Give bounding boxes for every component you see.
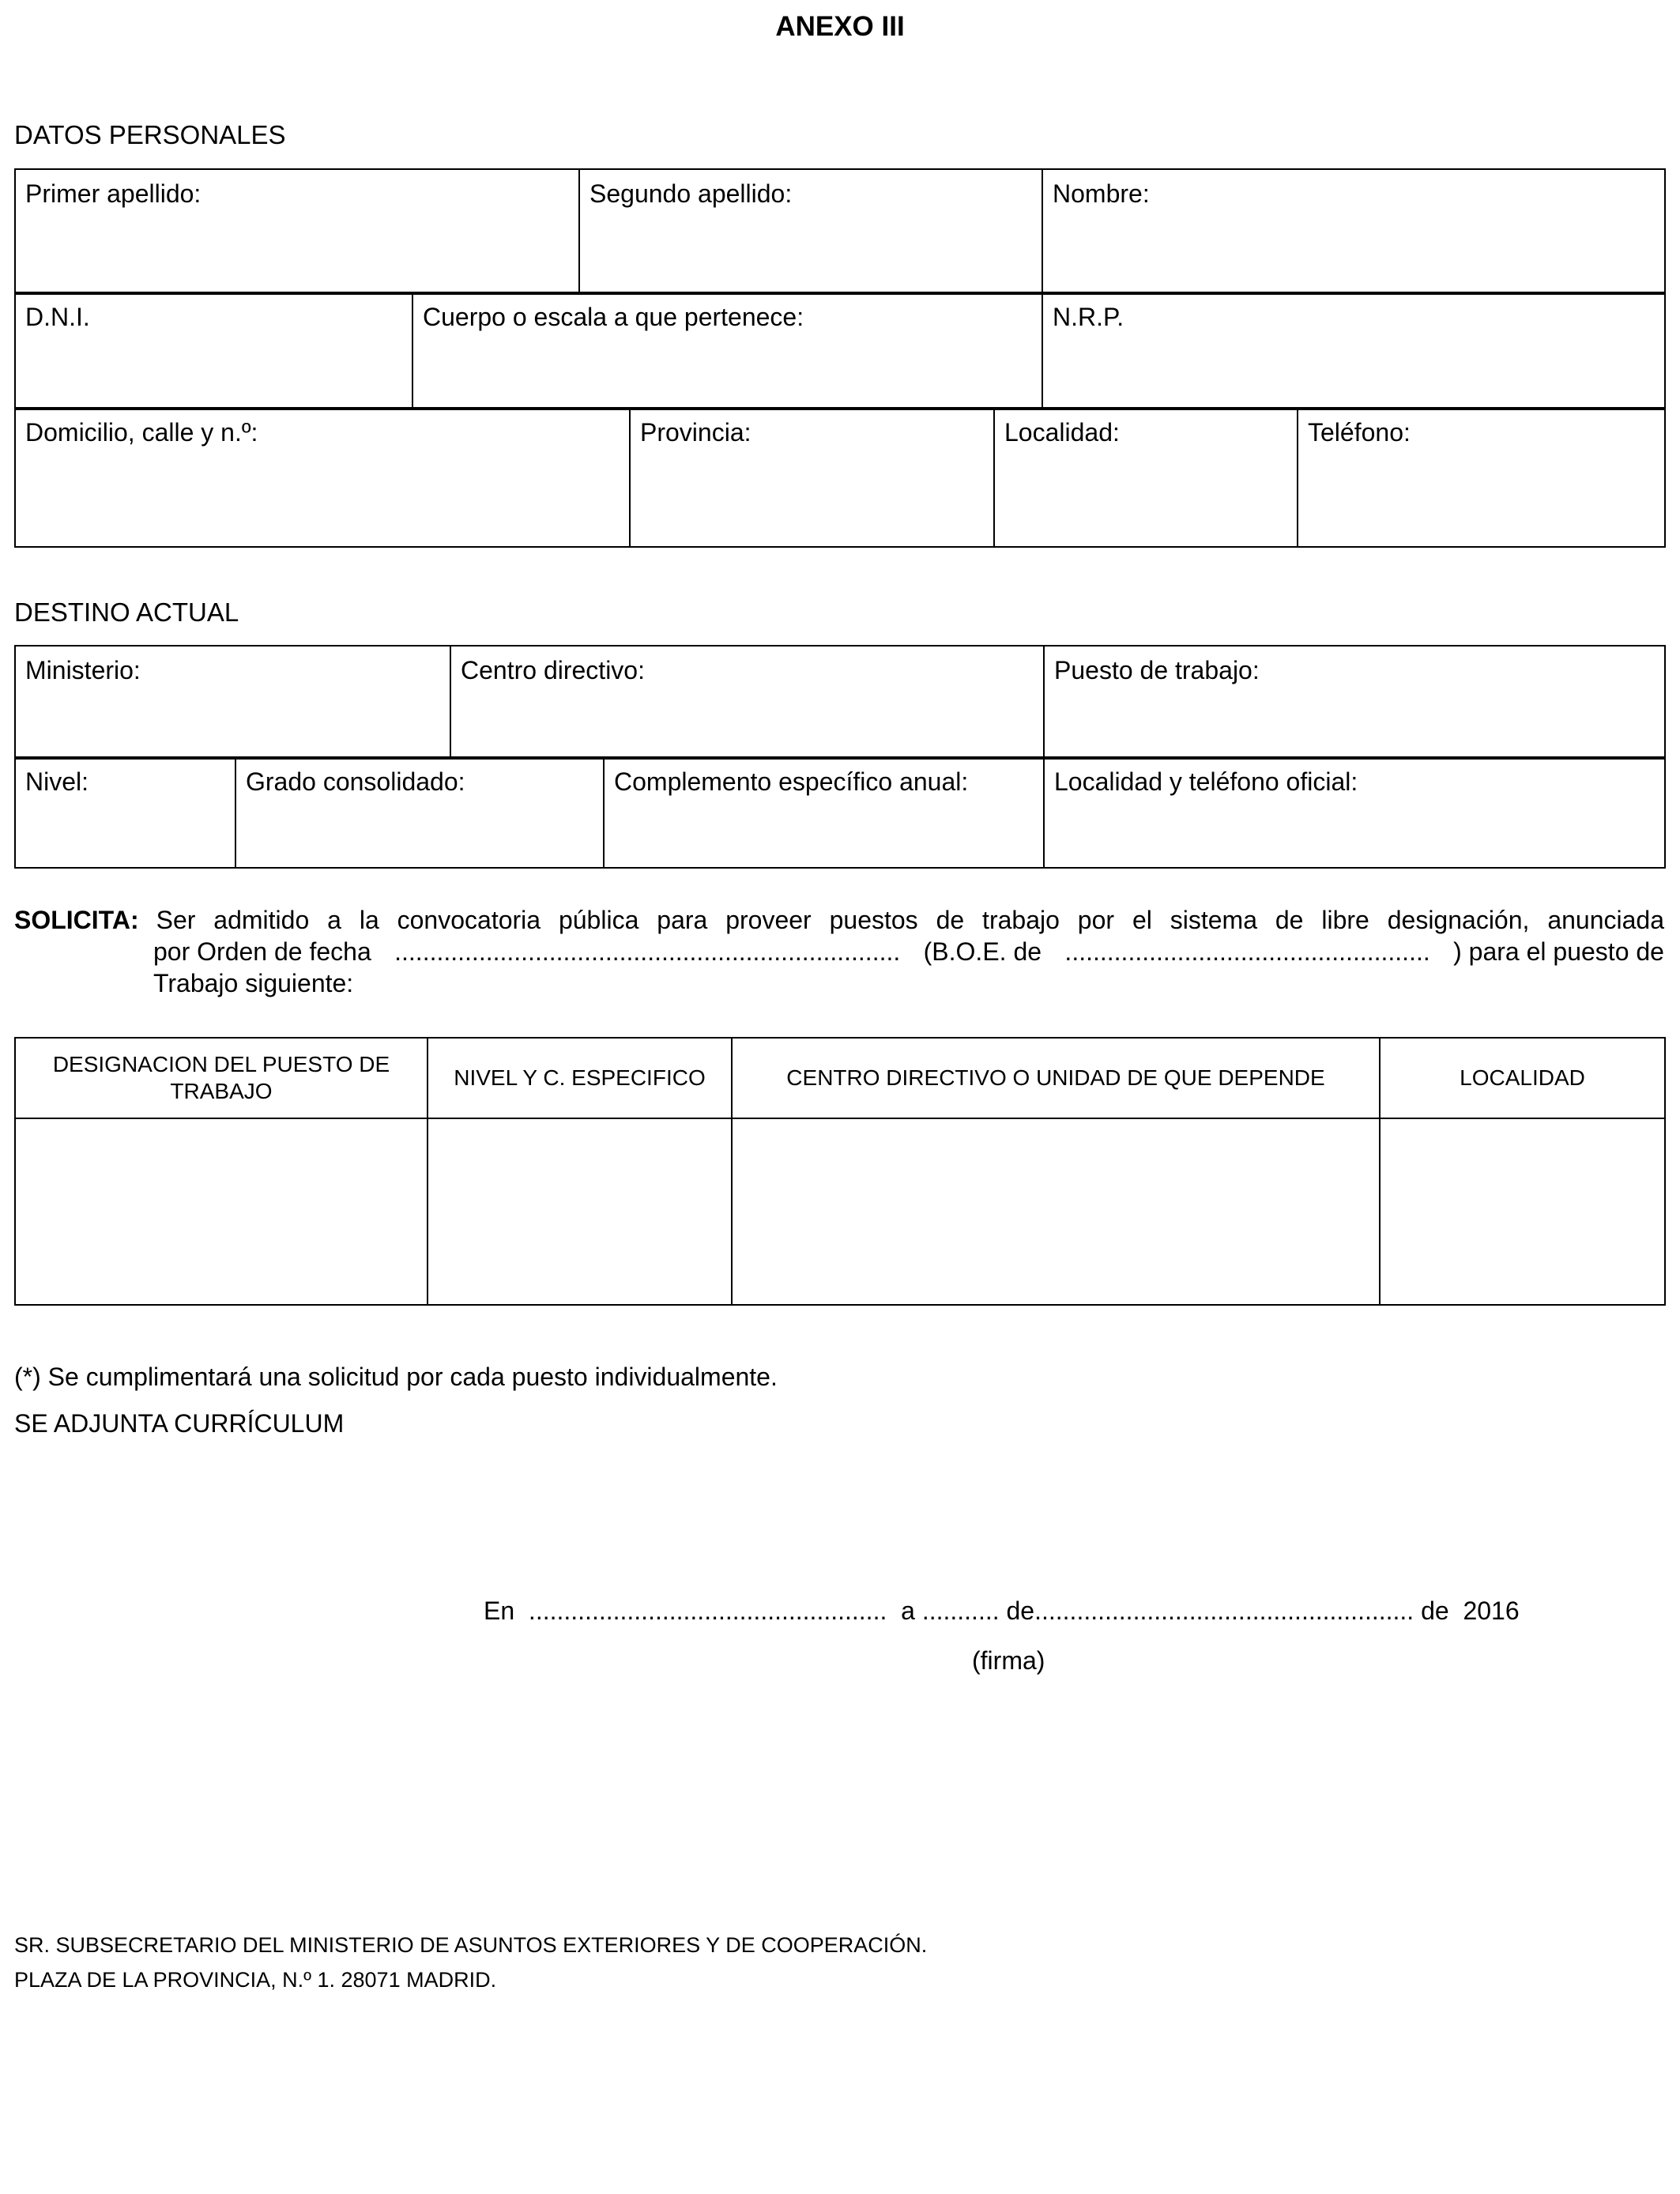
page-title: ANEXO III [775,11,905,42]
destino-row-1 [14,645,1666,760]
centro-cell[interactable] [732,1118,1380,1305]
de2-label: de [1421,1596,1449,1625]
primer-apellido-field[interactable]: Primer apellido: [15,169,579,294]
ministerio-field[interactable]: Ministerio: [15,646,450,759]
solicita-boe-label: (B.O.E. de [923,937,1042,966]
solicita-orden-label: por Orden de fecha [153,937,371,966]
telefono-field[interactable]: Teléfono: [1298,408,1665,547]
centro-directivo-field[interactable]: Centro directivo: [450,646,1044,759]
nivel-field[interactable]: Nivel: [15,757,235,868]
localidad-field[interactable]: Localidad: [994,408,1298,547]
dni-field[interactable]: D.N.I. [15,292,412,409]
firma-label: (firma) [972,1646,1045,1675]
destino-row-2 [14,756,1666,869]
month-input[interactable]: ...................................................... [1034,1596,1414,1625]
header-centro: CENTRO DIRECTIVO O UNIDAD DE QUE DEPENDE [732,1038,1380,1118]
header-localidad: LOCALIDAD [1380,1038,1665,1118]
solicita-text-1: Ser admitido a la convocatoria pública para proveer puestos de trabajo por el sistema de libre designación, anunciada [156,906,1664,934]
destino-actual-heading: DESTINO ACTUAL [14,598,239,627]
solicita-paragraph [14,904,1664,999]
cuerpo-escala-field[interactable]: Cuerpo o escala a que pertenece: [412,292,1042,409]
nivel-cell[interactable] [428,1118,732,1305]
solicita-line-3: Trabajo siguiente: [153,969,354,997]
header-nivel: NIVEL Y C. ESPECIFICO [428,1038,732,1118]
year-text: 2016 [1463,1596,1520,1625]
provincia-field[interactable]: Provincia: [630,408,994,547]
datos-row-1 [14,168,1666,295]
nombre-field[interactable]: Nombre: [1042,169,1665,294]
nrp-field[interactable]: N.R.P. [1042,292,1665,409]
de-label: de [1006,1596,1035,1625]
complemento-especifico-field[interactable]: Complemento específico anual: [604,757,1044,868]
datos-row-2 [14,292,1666,410]
signature-line [484,1596,1520,1626]
address-line-1: SR. SUBSECRETARIO DEL MINISTERIO DE ASUNTOS EXTERIORES Y DE COOPERACIÓN. [14,1933,928,1957]
designacion-cell[interactable] [15,1118,428,1305]
datos-personales-heading: DATOS PERSONALES [14,120,286,149]
solicita-line-1 [14,904,1664,936]
curriculum-text: SE ADJUNTA CURRÍCULUM [14,1409,345,1438]
note-text: (*) Se cumplimentará una solicitud por cada puesto individualmente. [14,1363,778,1391]
a-label: a [901,1596,915,1625]
segundo-apellido-field[interactable]: Segundo apellido: [579,169,1042,294]
datos-row-3 [14,407,1666,548]
domicilio-field[interactable]: Domicilio, calle y n.º: [15,408,630,547]
boe-fecha-input[interactable]: .................................................... [1064,937,1430,966]
day-input[interactable]: ........... [921,1596,1000,1625]
grado-consolidado-field[interactable]: Grado consolidado: [235,757,604,868]
solicita-label: SOLICITA: [14,906,139,934]
puestos-table [14,1037,1666,1306]
solicita-line-2 [14,936,1664,967]
header-designacion: DESIGNACION DEL PUESTO DE TRABAJO [15,1038,428,1118]
solicita-puesto-label: ) para el puesto de [1453,937,1664,966]
address-line-2: PLAZA DE LA PROVINCIA, N.º 1. 28071 MADRID. [14,1968,497,1992]
localidad-cell[interactable] [1380,1118,1665,1305]
orden-fecha-input[interactable]: ........................................................................ [394,937,901,966]
place-input[interactable]: ................................................... [528,1596,887,1625]
localidad-telefono-oficial-field[interactable]: Localidad y teléfono oficial: [1044,757,1665,868]
table-row [15,1118,1665,1305]
puesto-trabajo-field[interactable]: Puesto de trabajo: [1044,646,1665,759]
en-label: En [484,1596,515,1625]
